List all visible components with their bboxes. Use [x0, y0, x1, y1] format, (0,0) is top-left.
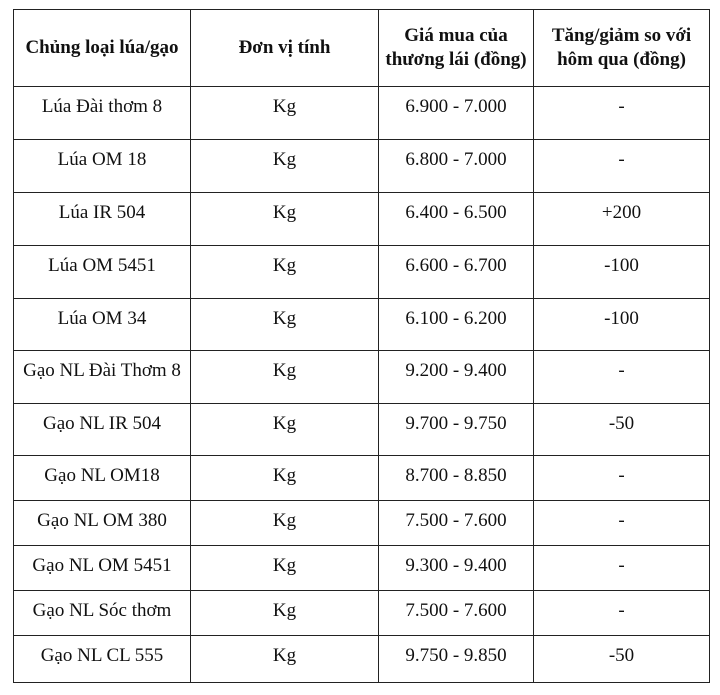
cell-variety: Gạo NL CL 555	[14, 636, 191, 683]
table-row	[14, 246, 710, 299]
table-row	[14, 636, 710, 683]
cell-price: 9.750 - 9.850	[379, 636, 534, 683]
table-row	[14, 456, 710, 501]
cell-variety: Gạo NL OM 380	[14, 501, 191, 546]
header-variety: Chủng loại lúa/gạo	[14, 10, 191, 87]
cell-unit: Kg	[191, 546, 379, 591]
table-body	[14, 87, 710, 683]
table-row	[14, 501, 710, 546]
cell-unit: Kg	[191, 351, 379, 404]
cell-price: 7.500 - 7.600	[379, 591, 534, 636]
cell-change: -	[534, 456, 710, 501]
rice-price-table	[13, 9, 710, 683]
cell-price: 6.900 - 7.000	[379, 87, 534, 140]
cell-variety: Lúa OM 5451	[14, 246, 191, 299]
table-row	[14, 299, 710, 351]
cell-variety: Gạo NL Sóc thơm	[14, 591, 191, 636]
cell-change: -	[534, 591, 710, 636]
cell-variety: Lúa Đài thơm 8	[14, 87, 191, 140]
cell-unit: Kg	[191, 404, 379, 456]
cell-variety: Gạo NL Đài Thơm 8	[14, 351, 191, 404]
cell-unit: Kg	[191, 87, 379, 140]
cell-change: -	[534, 351, 710, 404]
cell-price: 6.100 - 6.200	[379, 299, 534, 351]
cell-change: -	[534, 87, 710, 140]
cell-price: 6.800 - 7.000	[379, 140, 534, 193]
header-unit: Đơn vị tính	[191, 10, 379, 87]
cell-variety: Gạo NL OM18	[14, 456, 191, 501]
table-row	[14, 404, 710, 456]
cell-variety: Lúa OM 18	[14, 140, 191, 193]
cell-change: -	[534, 546, 710, 591]
cell-variety: Lúa IR 504	[14, 193, 191, 246]
table-row	[14, 87, 710, 140]
table-header	[14, 10, 710, 87]
cell-price: 7.500 - 7.600	[379, 501, 534, 546]
table-row	[14, 591, 710, 636]
cell-unit: Kg	[191, 591, 379, 636]
cell-change: -50	[534, 404, 710, 456]
cell-price: 9.300 - 9.400	[379, 546, 534, 591]
cell-change: -	[534, 501, 710, 546]
cell-price: 6.600 - 6.700	[379, 246, 534, 299]
table-row	[14, 193, 710, 246]
table-row	[14, 351, 710, 404]
cell-change: -	[534, 140, 710, 193]
cell-price: 9.700 - 9.750	[379, 404, 534, 456]
cell-price: 8.700 - 8.850	[379, 456, 534, 501]
cell-variety: Lúa OM 34	[14, 299, 191, 351]
cell-change: -100	[534, 246, 710, 299]
header-row	[14, 10, 710, 87]
cell-unit: Kg	[191, 246, 379, 299]
header-trader-price: Giá mua của thương lái (đồng)	[379, 10, 534, 87]
cell-unit: Kg	[191, 501, 379, 546]
cell-unit: Kg	[191, 636, 379, 683]
cell-change: -50	[534, 636, 710, 683]
cell-variety: Gạo NL IR 504	[14, 404, 191, 456]
cell-price: 9.200 - 9.400	[379, 351, 534, 404]
cell-change: +200	[534, 193, 710, 246]
cell-unit: Kg	[191, 140, 379, 193]
cell-variety: Gạo NL OM 5451	[14, 546, 191, 591]
cell-unit: Kg	[191, 456, 379, 501]
table-row	[14, 546, 710, 591]
cell-change: -100	[534, 299, 710, 351]
table-row	[14, 140, 710, 193]
cell-price: 6.400 - 6.500	[379, 193, 534, 246]
cell-unit: Kg	[191, 193, 379, 246]
cell-unit: Kg	[191, 299, 379, 351]
header-change: Tăng/giảm so với hôm qua (đồng)	[534, 10, 710, 87]
